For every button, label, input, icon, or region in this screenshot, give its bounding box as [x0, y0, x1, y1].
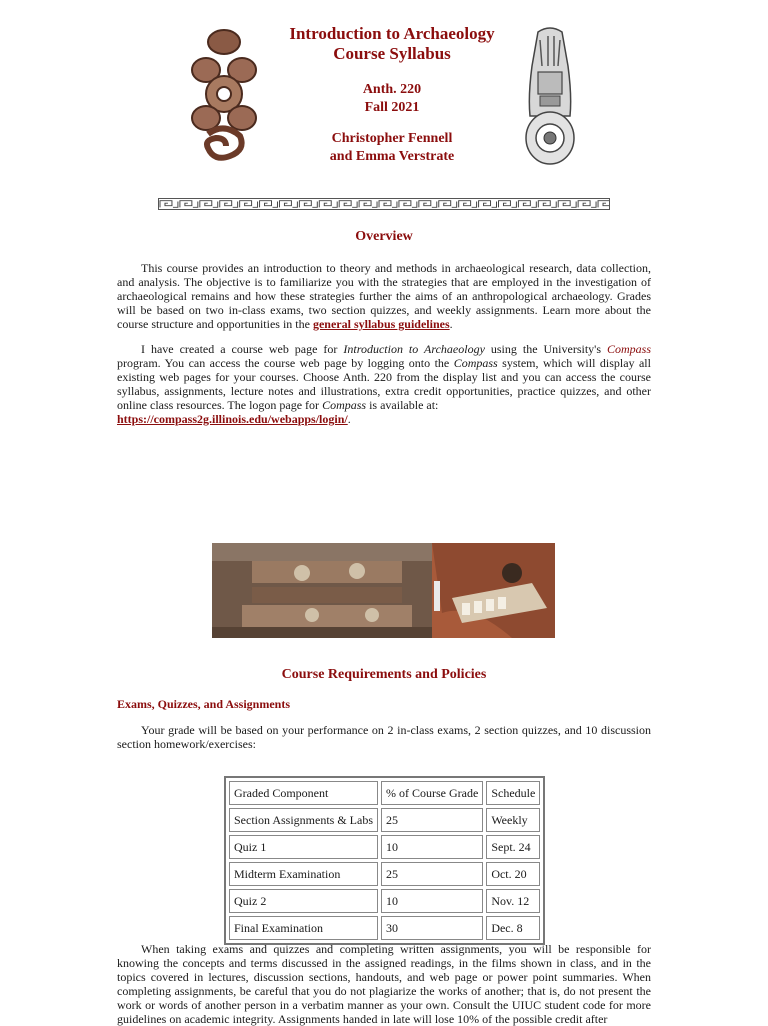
requirements-paragraph-1: Your grade will be based on your performance on 2 in-class exams, 2 section quizzes, and 10 discussion section homework/exercises: — [117, 723, 651, 751]
table-header-row — [229, 781, 540, 805]
course-code-block — [262, 81, 522, 117]
table-row — [229, 862, 540, 886]
hand-glyph-right-icon — [520, 26, 580, 166]
table-cell: 10 — [381, 889, 483, 913]
table-cell: 25 — [381, 808, 483, 832]
table-row — [229, 835, 540, 859]
temple-carvings-photo — [212, 543, 555, 638]
table-row — [229, 808, 540, 832]
aztec-glyph-left-icon — [186, 26, 258, 164]
title-line-2: Course Syllabus — [333, 44, 451, 63]
table-header-cell: % of Course Grade — [381, 781, 483, 805]
table-cell: Final Examination — [229, 916, 378, 940]
table-row — [229, 889, 540, 913]
table-cell: 30 — [381, 916, 483, 940]
table-cell: Sept. 24 — [486, 835, 540, 859]
requirements-paragraph-2: When taking exams and quizzes and completing written assignments, you will be responsible for knowing the concepts and terms discussed in the assigned readings, in the films shown in class, and in the topics covered in lectures, discussion sections, handouts, and web page or power point summaries. When completing assignments, be careful that you do not plagiarize the works of another; that is, do not present the work or words of another person in a verbatim manner as your own. Consult the UIUC student code for more guidelines on academic integrity. Assignments handed in late will lose 10% of the possible credit after — [117, 942, 651, 1026]
table-cell: 10 — [381, 835, 483, 859]
requirements-heading: Course Requirements and Policies — [281, 667, 487, 682]
instructor-line-1: Christopher Fennell — [331, 131, 453, 146]
course-code: Anth. 220 — [362, 82, 422, 97]
table-cell: 25 — [381, 862, 483, 886]
overview-heading: Overview — [355, 229, 413, 244]
instructors-block — [262, 130, 522, 166]
compass-login-link[interactable]: https://compass2g.illinois.edu/webapps/login/ — [117, 412, 348, 426]
table-cell: Weekly — [486, 808, 540, 832]
overview-paragraph-2: I have created a course web page for Introduction to Archaeology using the University's Compass program. You can access the course web page by logging onto the Compass system, which will display all existing web pages for your courses. Choose Anth. 220 from the display list and you can access the course syllabus, assignments, lecture notes and illustrations, extra credit opportunities, practice quizzes, and other online class resources. The logon page for Compass is available at: https://compass2g.illinois.edu/webapps/login/. — [117, 342, 651, 426]
table-cell: Quiz 2 — [229, 889, 378, 913]
exams-subheading: Exams, Quizzes, and Assignments — [117, 697, 291, 711]
table-cell: Quiz 1 — [229, 835, 378, 859]
table-cell: Dec. 8 — [486, 916, 540, 940]
page-header — [0, 24, 768, 174]
table-cell: Oct. 20 — [486, 862, 540, 886]
title-line-1: Introduction to Archaeology — [289, 24, 495, 43]
greek-key-divider — [158, 198, 610, 210]
table-header-cell: Graded Component — [229, 781, 378, 805]
course-title — [262, 24, 522, 64]
table-cell: Nov. 12 — [486, 889, 540, 913]
grades-table — [224, 776, 545, 945]
table-row — [229, 916, 540, 940]
general-syllabus-guidelines-link[interactable]: general syllabus guidelines — [312, 317, 450, 331]
overview-paragraph-1: This course provides an introduction to theory and methods in archaeological research, data collection, and analysis. The objective is to familiarize you with the strategies that are employed in the investigation of archaeological remains and how these strategies further the aims of an anthropological archaeology. Grades will be based on two in-class exams, two section quizzes, and weekly assignments. Learn more about the course structure and opportunities in the general syllabus guidelines. — [117, 261, 651, 331]
table-cell: Midterm Examination — [229, 862, 378, 886]
course-term: Fall 2021 — [364, 100, 420, 115]
table-cell: Section Assignments & Labs — [229, 808, 378, 832]
instructor-line-2: and Emma Verstrate — [329, 149, 455, 164]
table-header-cell: Schedule — [486, 781, 540, 805]
